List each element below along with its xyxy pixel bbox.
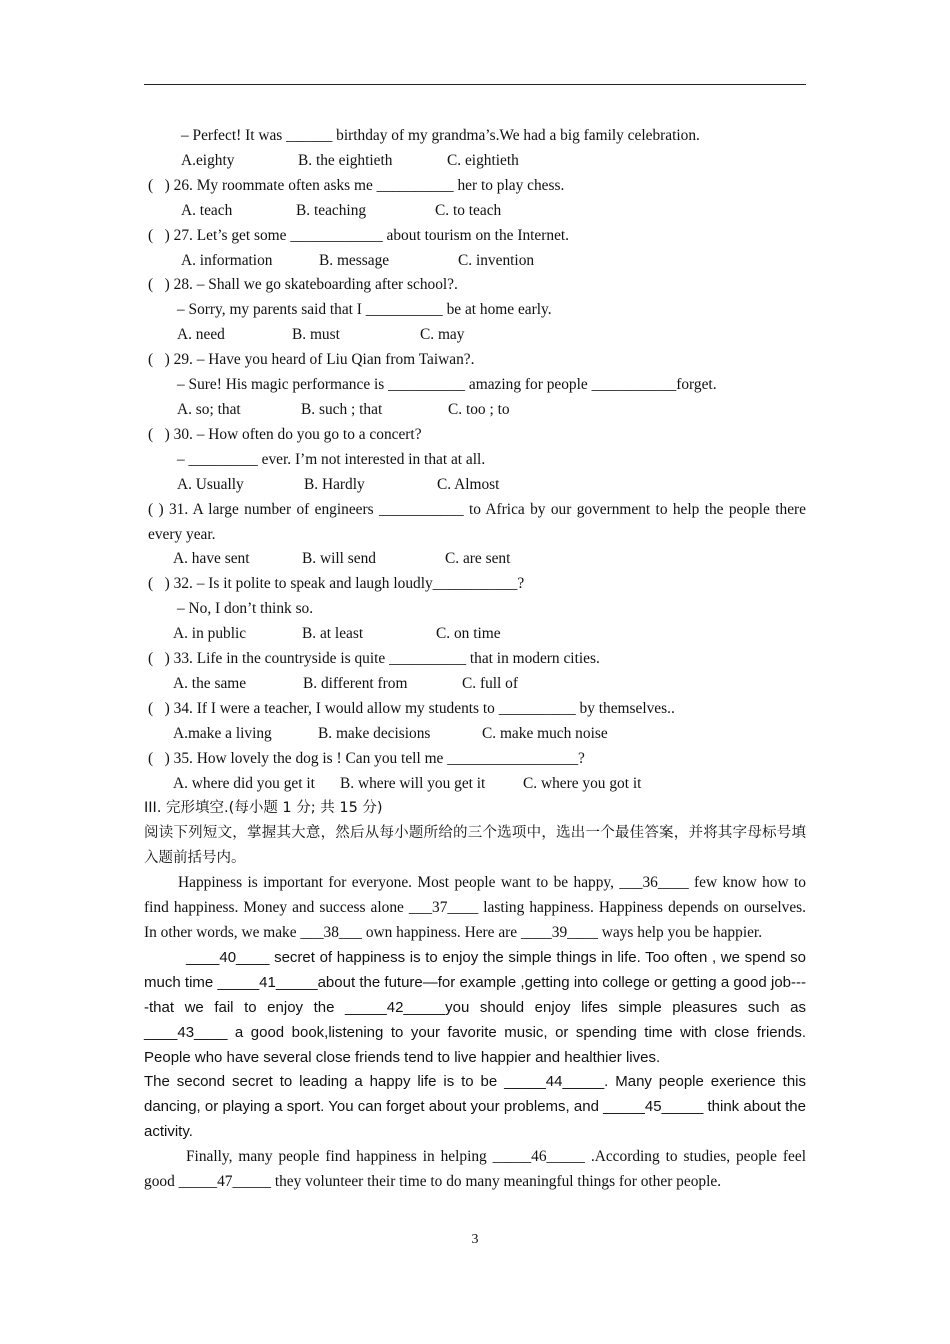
q30-options (144, 473, 806, 498)
option-a: A. the same (173, 674, 247, 692)
passage-paragraph-3: The second secret to leading a happy life is to be _____44_____. Many people exerience this dancing, or playing a sport. You can forget about your problems, and _____45_____ think about the activity. (144, 1073, 806, 1141)
q29-options (144, 398, 806, 423)
option-a: A. teach (181, 201, 233, 219)
q30-line2: – _________ ever. I’m not interested in that at all. (177, 450, 486, 468)
option-a: A. Usually (177, 475, 244, 493)
section-instruction: 阅读下列短文，掌握其大意，然后从每小题所给的三个选项中，选出一个最佳答案，并将其字母标号填入题前括号内。 (144, 825, 806, 867)
q28-options (144, 323, 806, 348)
option-a: A.make a living (173, 724, 272, 742)
q26-line: ( ) 26. My roommate often asks me __________ her to play chess. (148, 176, 565, 194)
passage-paragraph-2: ____40____ secret of happiness is to enjoy the simple things in life. Too often , we spend so much time _____41_____about the future—for example ,getting into college or getting a good job----that we fail to enjoy the _____42_____you should enjoy lifes simple pleasures such as ____43____ a good book,listening to your favorite music, or spending time with close friends. People who have several close friends tend to live happier and healthier lives. (144, 948, 806, 1066)
option-c: C. may (420, 326, 465, 344)
option-b: B. will send (302, 550, 376, 568)
option-c: C. full of (462, 674, 519, 692)
q30-line: ( ) 30. – How often do you go to a concert? (148, 425, 422, 443)
q32-line: ( ) 32. – Is it polite to speak and laugh loudly___________? (148, 575, 525, 593)
option-b: B. where will you get it (340, 774, 486, 792)
q29-line: ( ) 29. – Have you heard of Liu Qian from Taiwan?. (148, 351, 475, 369)
q35-line: ( ) 35. How lovely the dog is ! Can you tell me _________________? (148, 749, 585, 767)
option-b: B. must (292, 326, 340, 344)
q35-options (144, 772, 806, 797)
q34-line: ( ) 34. If I were a teacher, I would allow my students to __________ by themselves.. (148, 699, 675, 717)
q27-options (144, 249, 806, 274)
option-c: C. eightieth (447, 151, 519, 169)
option-b: B. make decisions (318, 724, 431, 742)
option-c: C. too ; to (448, 400, 510, 418)
option-b: B. such ; that (301, 400, 383, 418)
q32-options (144, 622, 806, 647)
q31-text: ( ) 31. A large number of engineers ___________ to Africa by our government to help the people there every year. (148, 500, 806, 543)
option-c: C. make much noise (482, 724, 608, 742)
option-c: C. to teach (435, 201, 502, 219)
q26-options (144, 199, 806, 224)
option-c: C. Almost (437, 475, 500, 493)
section-heading: III. 完形填空.(每小题 1 分; 共 15 分) (144, 800, 383, 817)
option-b: B. the eightieth (298, 151, 393, 169)
option-c: C. invention (458, 251, 535, 269)
document-body (144, 124, 806, 1195)
q32-line2: – No, I don’t think so. (177, 600, 314, 618)
q27-line: ( ) 27. Let’s get some ____________ about tourism on the Internet. (148, 226, 570, 244)
q28-line2: – Sorry, my parents said that I __________ be at home early. (177, 301, 552, 319)
option-a: A.eighty (181, 151, 235, 169)
page-number: 3 (471, 1232, 479, 1247)
option-b: B. teaching (296, 201, 367, 219)
option-c: C. on time (436, 625, 501, 643)
option-a: A. so; that (177, 400, 241, 418)
passage-paragraph-1: Happiness is important for everyone. Most people want to be happy, ___36____ few know how to find happiness. Money and success alone ___37____ lasting happiness. Happiness depends on ourselves. In other words, we make ___38___ own happiness. Here are ____39____ ways help you be happier. (144, 874, 806, 941)
q25-options (144, 149, 806, 174)
option-b: B. message (319, 251, 390, 269)
q33-line: ( ) 33. Life in the countryside is quite __________ that in modern cities. (148, 650, 600, 668)
passage-paragraph-4: Finally, many people find happiness in helping _____46_____ .According to studies, people feel good _____47_____ they volunteer their time to do many meaningful things for other people. (144, 1148, 806, 1191)
option-c: C. where you got it (523, 774, 642, 792)
option-b: B. Hardly (304, 475, 365, 493)
option-a: A. in public (173, 625, 247, 643)
option-b: B. at least (302, 625, 364, 643)
option-a: A. where did you get it (173, 774, 315, 792)
option-a: A. information (181, 251, 273, 269)
q29-line2: – Sure! His magic performance is __________ amazing for people ___________forget. (177, 376, 717, 394)
q25-line: – Perfect! It was ______ birthday of my grandma’s.We had a big family celebration. (181, 127, 700, 144)
q34-options (144, 722, 806, 747)
option-c: C. are sent (445, 550, 511, 568)
q28-line: ( ) 28. – Shall we go skateboarding after school?. (148, 276, 458, 294)
q33-options (144, 672, 806, 697)
header-rule (144, 84, 806, 85)
option-b: B. different from (303, 674, 408, 692)
q31-options (144, 547, 806, 572)
option-a: A. need (177, 326, 225, 344)
option-a: A. have sent (173, 550, 250, 568)
